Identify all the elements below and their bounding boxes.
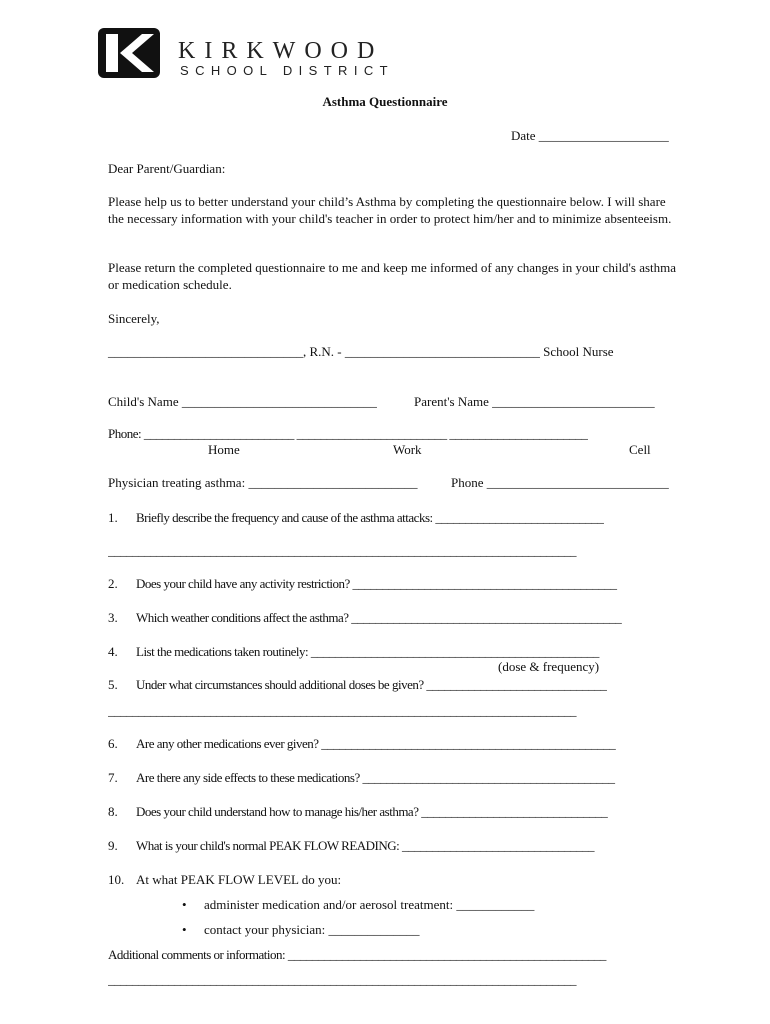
phone-fields[interactable]: Phone: _________________________ _________________________ _______________________ xyxy=(108,426,588,441)
question-1[interactable]: Briefly describe the frequency and cause of the asthma attacks: ____________________________ xyxy=(136,510,604,525)
question-number: 1. xyxy=(108,510,118,525)
bullet-icon: • xyxy=(182,897,187,912)
question-4[interactable]: List the medications taken routinely: ________________________________________________ xyxy=(136,644,599,659)
question-number: 9. xyxy=(108,838,118,853)
bullet-icon: • xyxy=(182,922,187,937)
page-title: Asthma Questionnaire xyxy=(322,94,448,109)
childs-name-field[interactable]: Child's Name ______________________________ xyxy=(108,394,377,409)
answer-line[interactable]: ______________________________________________________________________________ xyxy=(108,703,576,718)
phone-home-label: Home xyxy=(208,442,240,457)
question-number: 5. xyxy=(108,677,118,692)
parents-name-field[interactable]: Parent's Name _________________________ xyxy=(414,394,655,409)
district-name: KIRKWOOD xyxy=(178,38,384,64)
additional-comments-field[interactable]: Additional comments or information: _____________________________________________________ xyxy=(108,947,606,962)
intro-paragraph: Please help us to better understand your child’s Asthma by completing the questionnaire below. I will share the necessary information with your child's teacher in order to protect him/her and to minimize absenteeism. xyxy=(108,194,672,226)
question-number: 10. xyxy=(108,872,125,887)
district-subtitle: SCHOOL DISTRICT xyxy=(180,63,394,78)
kirkwood-logo-icon xyxy=(98,28,160,78)
question-number: 6. xyxy=(108,736,118,751)
question-6[interactable]: Are any other medications ever given? _________________________________________________ xyxy=(136,736,616,751)
physician-field[interactable]: Physician treating asthma: __________________________ xyxy=(108,475,418,490)
answer-line[interactable]: ______________________________________________________________________________ xyxy=(108,543,576,558)
question-5[interactable]: Under what circumstances should additional doses be given? ______________________________ xyxy=(136,677,607,692)
phone-cell-label: Cell xyxy=(629,442,651,457)
question-number: 8. xyxy=(108,804,118,819)
question-number: 3. xyxy=(108,610,118,625)
question-10: At what PEAK FLOW LEVEL do you: xyxy=(136,872,342,887)
salutation: Dear Parent/Guardian: xyxy=(108,161,226,176)
intro-paragraph: Please return the completed questionnaire to me and keep me informed of any changes in your child's asthma or medication schedule. xyxy=(108,260,677,292)
peak-flow-medication-field[interactable]: administer medication and/or aerosol treatment: ____________ xyxy=(204,897,535,912)
question-3[interactable]: Which weather conditions affect the asthma? _____________________________________________ xyxy=(136,610,622,625)
question-7[interactable]: Are there any side effects to these medications? __________________________________________ xyxy=(136,770,615,785)
question-number: 7. xyxy=(108,770,118,785)
physician-phone-field[interactable]: Phone ____________________________ xyxy=(451,475,669,490)
dose-frequency-note: (dose & frequency) xyxy=(498,659,600,674)
question-2[interactable]: Does your child have any activity restriction? ____________________________________________ xyxy=(136,576,617,591)
phone-work-label: Work xyxy=(393,442,422,457)
question-9[interactable]: What is your child's normal PEAK FLOW READING: ________________________________ xyxy=(136,838,595,853)
date-field[interactable]: Date ____________________ xyxy=(511,128,669,143)
peak-flow-physician-field[interactable]: contact your physician: ______________ xyxy=(204,922,420,937)
closing: Sincerely, xyxy=(108,311,160,326)
question-number: 2. xyxy=(108,576,118,591)
question-8[interactable]: Does your child understand how to manage his/her asthma? _______________________________ xyxy=(136,804,608,819)
answer-line[interactable]: ______________________________________________________________________________ xyxy=(108,972,576,987)
question-number: 4. xyxy=(108,644,118,659)
nurse-signature-line[interactable]: ______________________________, R.N. - ______________________________ School Nurse xyxy=(108,344,614,359)
